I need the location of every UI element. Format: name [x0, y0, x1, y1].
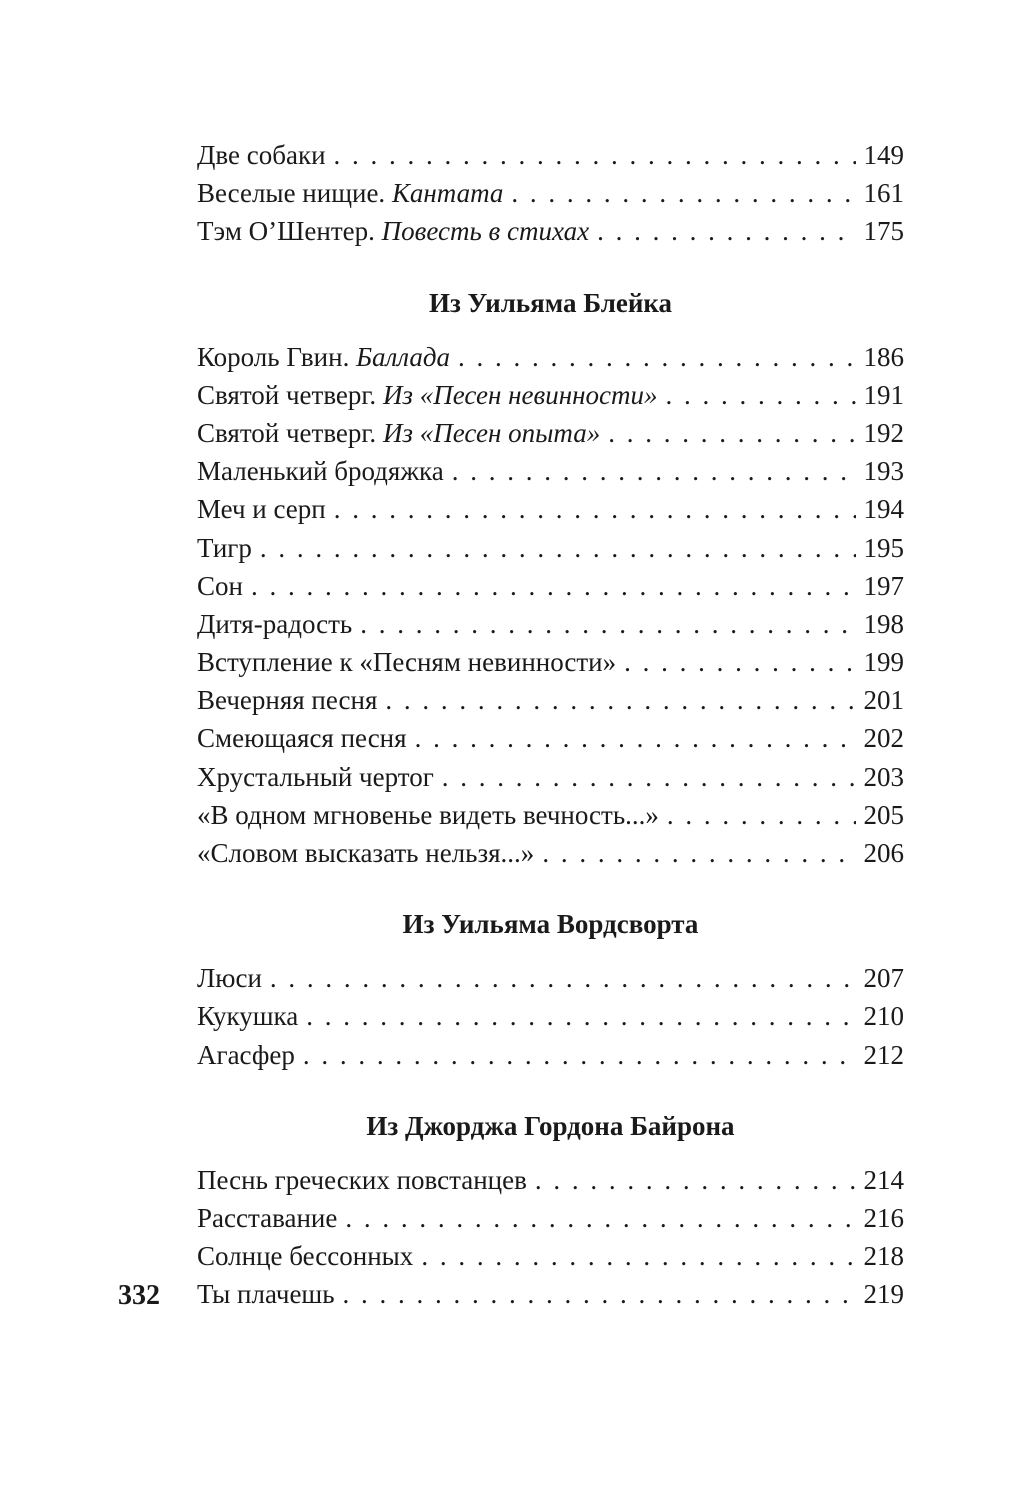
dot-leader — [624, 643, 855, 681]
dot-leader — [343, 1275, 856, 1313]
entry-title-main: Король Гвин. — [197, 341, 357, 372]
entry-page-number: 203 — [863, 761, 904, 792]
entry-title — [197, 719, 407, 757]
entry-title-main: Хрустальный чертог — [197, 761, 434, 792]
entry-page-number: 198 — [863, 608, 904, 639]
entry-subtitle: Из «Песен невинности» — [382, 379, 658, 410]
entry-title — [197, 959, 262, 997]
entry-title-main: Агасфер — [197, 1039, 295, 1070]
entry-title-main: Смеющаяся песня — [197, 723, 407, 754]
toc-entry — [197, 136, 904, 174]
dot-leader — [303, 1036, 856, 1074]
entry-title-main: Сон — [197, 570, 243, 601]
entry-title — [197, 834, 534, 872]
toc-entry — [197, 758, 904, 796]
entry-subtitle: Кантата — [391, 178, 504, 209]
toc-entry — [197, 338, 904, 376]
entry-title — [197, 643, 616, 681]
entry-title-main: Святой четверг. — [197, 379, 383, 410]
toc-entry — [197, 605, 904, 643]
section-heading: Из Уильяма Вордсворта — [402, 909, 699, 940]
entry-title — [197, 605, 352, 643]
entry-page-number: 161 — [863, 178, 904, 209]
dot-leader — [608, 414, 855, 452]
dot-leader — [665, 376, 855, 414]
toc-entry — [197, 452, 904, 490]
entry-title-main: Кукушка — [197, 1001, 299, 1032]
entry-title — [197, 567, 243, 605]
toc-entry — [197, 529, 904, 567]
dot-leader — [535, 1161, 856, 1199]
toc-entry — [197, 1161, 904, 1199]
entry-title-main: Дитя-радость — [197, 608, 353, 639]
entry-page-number: 193 — [863, 456, 904, 487]
dot-leader — [251, 567, 856, 605]
entry-title-main: Солнце бессонных — [197, 1241, 414, 1272]
toc-entry — [197, 1199, 904, 1237]
entry-title — [197, 212, 589, 250]
toc-entry — [197, 1237, 904, 1275]
toc-entry — [197, 719, 904, 757]
entry-title — [197, 338, 450, 376]
entry-title — [197, 1161, 527, 1199]
dot-leader — [667, 796, 856, 834]
entry-title — [197, 529, 252, 567]
entry-title — [197, 376, 657, 414]
section-heading: Из Уильяма Блейка — [428, 287, 673, 318]
toc-entry — [197, 997, 904, 1035]
entry-title — [197, 1199, 337, 1237]
entry-page-number: 207 — [863, 963, 904, 994]
entry-subtitle: Из «Песен опыта» — [382, 417, 601, 448]
entry-page-number: 201 — [863, 685, 904, 716]
entry-page-number: 186 — [863, 341, 904, 372]
dot-leader — [334, 136, 856, 174]
entry-page-number: 206 — [863, 838, 904, 868]
entry-page-number: 199 — [863, 647, 904, 678]
entry-title-main: Веселые нищие. — [197, 178, 392, 209]
toc-entry — [197, 212, 904, 250]
entry-page-number: 205 — [863, 799, 904, 830]
entry-title-main: Меч и серп — [197, 494, 326, 525]
entry-page-number: 214 — [863, 1164, 904, 1195]
entry-page-number: 212 — [863, 1039, 904, 1070]
entry-subtitle: Баллада — [356, 341, 451, 372]
entry-title — [197, 1275, 335, 1313]
entry-title-main: «В одном мгновенье видеть вечность...» — [197, 799, 659, 830]
toc-entry — [197, 1275, 904, 1313]
entry-page-number: 219 — [863, 1279, 904, 1310]
entry-title-main: «Словом высказать нельзя...» — [197, 838, 535, 868]
dot-leader — [458, 338, 855, 376]
entry-title — [197, 414, 600, 452]
entry-title — [197, 681, 377, 719]
dot-leader — [442, 758, 856, 796]
entry-title-main: Люси — [197, 963, 262, 994]
entry-title — [197, 1237, 413, 1275]
toc-entry — [197, 414, 904, 452]
entry-title — [197, 174, 503, 212]
entry-page-number: 197 — [863, 570, 904, 601]
dot-leader — [452, 452, 856, 490]
dot-leader — [360, 605, 855, 643]
toc-entry — [197, 834, 904, 872]
entry-title-main: Маленький бродяжка — [197, 456, 444, 487]
toc-entry — [197, 959, 904, 997]
entry-subtitle: Повесть в стихах — [381, 216, 590, 247]
entry-title-main: Ты плачешь — [197, 1279, 335, 1310]
entry-title-main: Песнь греческих повстанцев — [197, 1164, 527, 1195]
entry-page-number: 195 — [863, 532, 904, 563]
toc-entry — [197, 796, 904, 834]
entry-page-number: 191 — [863, 379, 904, 410]
dot-leader — [334, 490, 856, 528]
dot-leader — [511, 174, 855, 212]
toc-entry — [197, 1036, 904, 1074]
entry-title-main: Тэм О’Шентер. — [197, 216, 382, 247]
entry-page-number: 216 — [863, 1202, 904, 1233]
entry-title — [197, 758, 434, 796]
entry-page-number: 202 — [863, 723, 904, 754]
toc-entry — [197, 681, 904, 719]
page-number: 332 — [118, 1280, 160, 1311]
entry-page-number: 194 — [863, 494, 904, 525]
entry-title — [197, 490, 326, 528]
dot-leader — [306, 997, 855, 1035]
entry-page-number: 175 — [863, 216, 904, 247]
toc-entry — [197, 376, 904, 414]
entry-title-main: Вступление к «Песням невинности» — [197, 647, 617, 678]
dot-leader — [260, 529, 856, 567]
entry-title — [197, 796, 659, 834]
dot-leader — [597, 212, 855, 250]
toc-entry — [197, 567, 904, 605]
toc-entry — [197, 490, 904, 528]
entry-title — [197, 997, 298, 1035]
dot-leader — [542, 834, 855, 872]
entry-page-number: 210 — [863, 1001, 904, 1032]
entry-page-number: 218 — [863, 1241, 904, 1272]
entry-title-main: Вечерняя песня — [197, 685, 378, 716]
entry-title — [197, 452, 444, 490]
entry-title-main: Святой четверг. — [197, 417, 383, 448]
dot-leader — [345, 1199, 855, 1237]
section-heading: Из Джорджа Гордона Байрона — [366, 1110, 735, 1141]
table-of-contents — [197, 136, 904, 1314]
entry-title — [197, 1036, 295, 1074]
dot-leader — [415, 719, 856, 757]
entry-page-number: 149 — [863, 140, 904, 170]
entry-title-main: Две собаки — [197, 140, 326, 170]
toc-entry — [197, 174, 904, 212]
entry-title-main: Расставание — [197, 1202, 338, 1233]
toc-entry — [197, 643, 904, 681]
dot-leader — [385, 681, 855, 719]
dot-leader — [421, 1237, 855, 1275]
entry-page-number: 192 — [863, 417, 904, 448]
entry-title-main: Тигр — [197, 532, 252, 563]
dot-leader — [270, 959, 856, 997]
entry-title — [197, 136, 326, 174]
